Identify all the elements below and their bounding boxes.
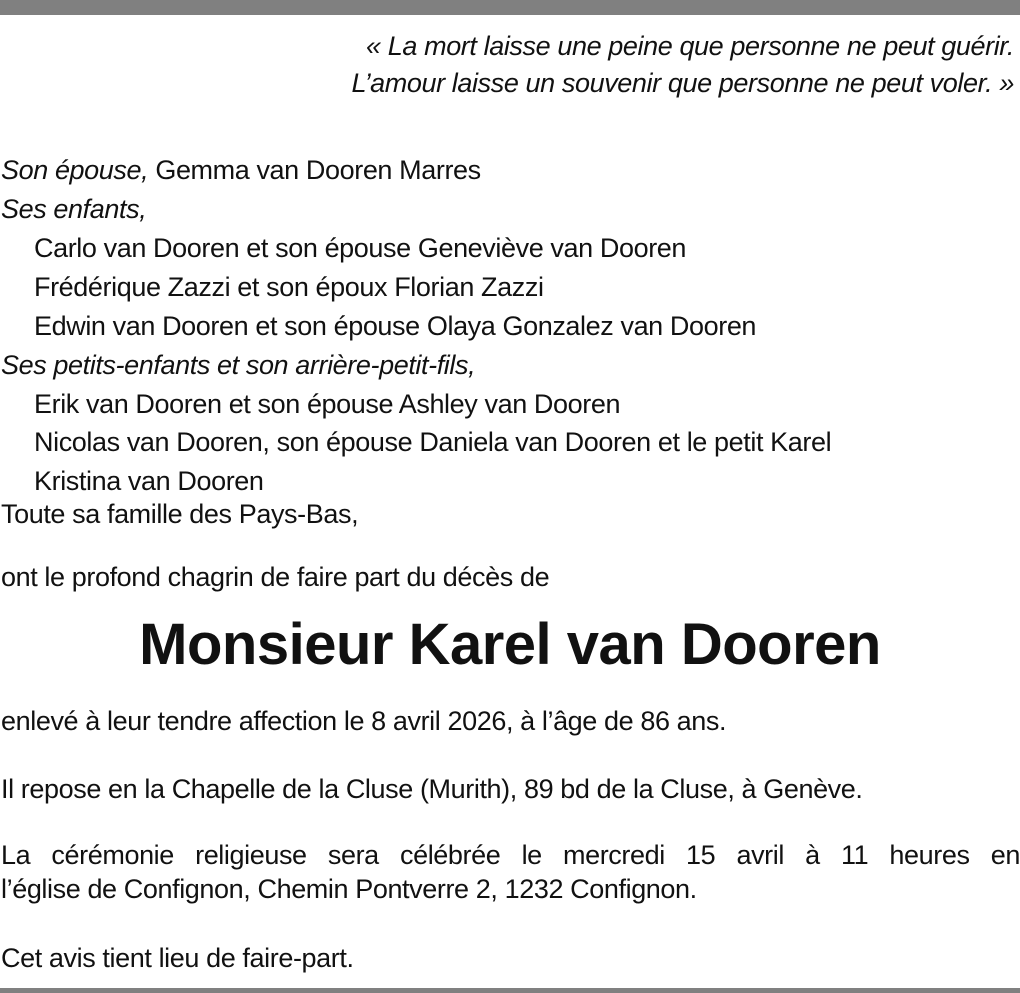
spouse-name: Gemma van Dooren Marres xyxy=(155,155,481,185)
spouse-line xyxy=(1,153,481,187)
rest-place-line: Il repose en la Chapelle de la Cluse (Murith), 89 bd de la Cluse, à Genève. xyxy=(1,774,863,804)
grandchild-entry: Kristina van Dooren xyxy=(34,466,264,496)
child-entry: Carlo van Dooren et son épouse Geneviève van Dooren xyxy=(34,233,687,263)
child-entry: Edwin van Dooren et son épouse Olaya Gonzalez van Dooren xyxy=(34,311,757,341)
grandchild-entry: Nicolas van Dooren, son épouse Daniela van Dooren et le petit Karel xyxy=(34,427,832,457)
spouse-label: Son épouse, xyxy=(1,155,149,185)
epigraph-quote xyxy=(351,28,1014,102)
ceremony-paragraph xyxy=(1,838,1020,906)
bottom-rule xyxy=(0,988,1020,993)
announcement-line: ont le profond chagrin de faire part du décès de xyxy=(1,562,550,592)
quote-line-2: L’amour laisse un souvenir que personne ne peut voler. » xyxy=(351,68,1014,98)
top-rule xyxy=(0,0,1020,15)
children-label: Ses enfants, xyxy=(1,194,147,224)
grandchildren-label: Ses petits-enfants et son arrière-petit-fils, xyxy=(1,350,476,380)
extended-family-line: Toute sa famille des Pays-Bas, xyxy=(1,499,359,529)
ceremony-line-1: La cérémonie religieuse sera célébrée le mercredi 15 avril à 11 heures en xyxy=(1,840,1020,870)
deceased-name: Monsieur Karel van Dooren xyxy=(139,612,881,677)
child-entry: Frédérique Zazzi et son époux Florian Zazzi xyxy=(34,272,544,302)
grandchild-entry: Erik van Dooren et son épouse Ashley van Dooren xyxy=(34,389,621,419)
quote-line-1: « La mort laisse une peine que personne ne peut guérir. xyxy=(366,31,1014,61)
closing-line: Cet avis tient lieu de faire-part. xyxy=(1,943,354,973)
ceremony-line-2: l’église de Confignon, Chemin Pontverre 2, 1232 Confignon. xyxy=(1,874,697,904)
passing-line: enlevé à leur tendre affection le 8 avril 2026, à l’âge de 86 ans. xyxy=(1,706,727,736)
